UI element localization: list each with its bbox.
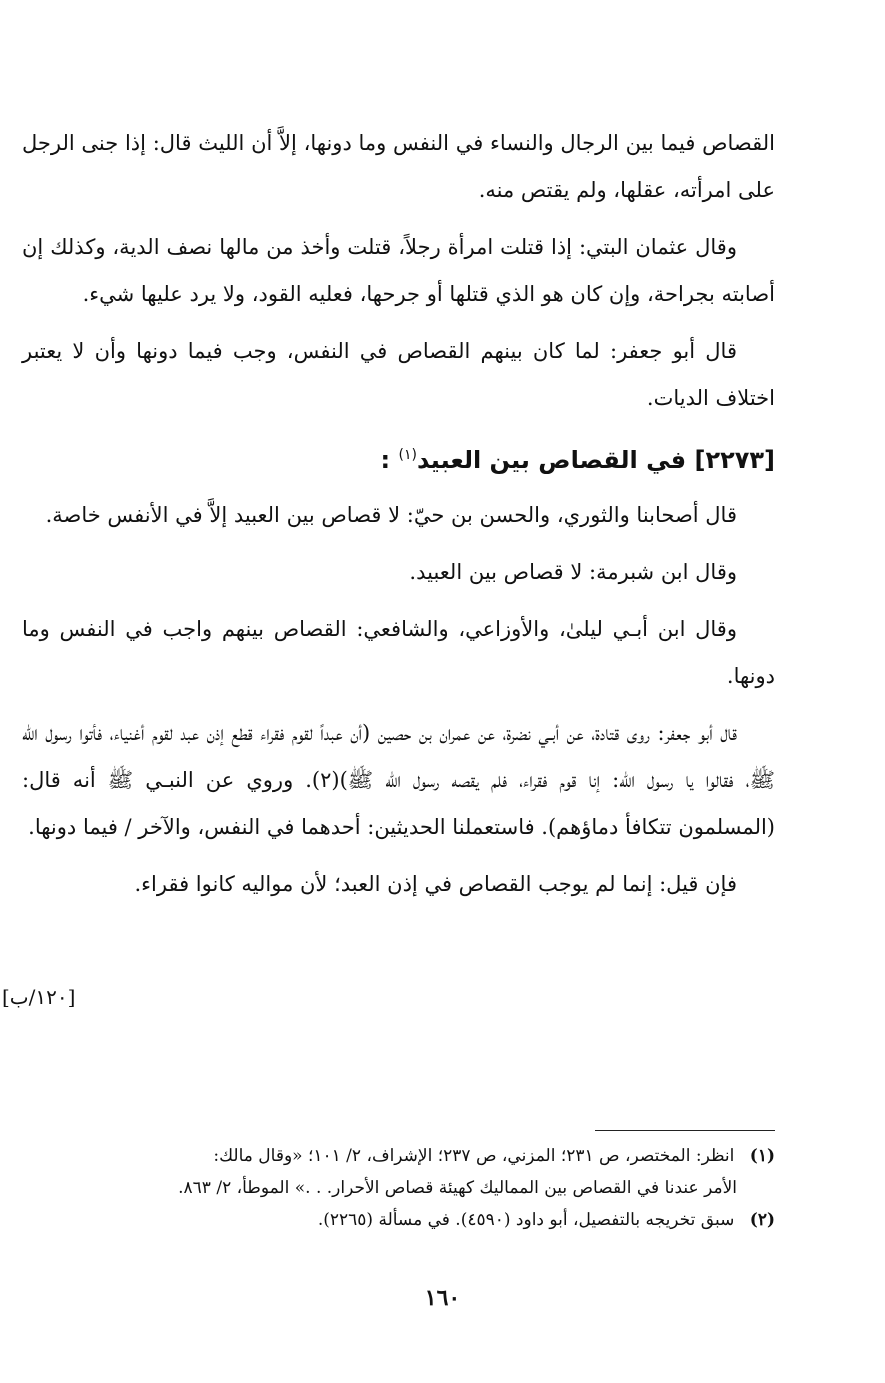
paragraph-2: وقال عثمان البتي: إذا قتلت امرأة رجلاً، قتلت وأخذ من مالها نصف الدية، وكذلك إن أصابته بجراحة، وإن كان هو الذي قتلها أو جرحها، فعليه القود، ولا يرد عليها شيء.	[22, 235, 775, 306]
footnote-ref-1[interactable]: (١)	[398, 447, 417, 463]
footnote-2-line-1: سبق تخريجه بالتفصيل، أبو داود (٤٥٩٠). في مسألة (٢٢٦٥).	[317, 1210, 735, 1230]
main-text	[22, 120, 775, 918]
footnotes	[22, 1140, 775, 1236]
paragraph-1: القصاص فيما بين الرجال والنساء في النفس وما دونها، إلاَّ أن الليث قال: إذا جنى الرجل على امرأته، عقلها، ولم يقتص منه.	[22, 131, 775, 202]
footnote-1-number: (١)	[749, 1146, 775, 1166]
paragraph-8: فإن قيل: إنما لم يوجب القصاص في إذن العبد؛ لأن مواليه كانوا فقراء.	[134, 872, 737, 896]
paragraph-6: وقال ابن أبـي ليلىٰ، والأوزاعي، والشافعي: القصاص بينهم واجب في النفس وما دونها.	[22, 617, 775, 688]
paragraph-3: قال أبو جعفر: لما كان بينهم القصاص في النفس، وجب فيما دونها وأن لا يعتبر اختلاف الديات.	[22, 339, 775, 410]
heading-colon: :	[380, 446, 391, 474]
paragraph-5: وقال ابن شبرمة: لا قصاص بين العبيد.	[409, 560, 737, 584]
paragraph-7: قال أبو جعفر: روى قتادة، عن أبـي نضرة، عن عمران بن حصين (أن عبداً لقوم فقراء قطع إذن عبد لقوم أغنياء، فأتوا رسول الله ﷺ، فقالوا يا رسول الله: إنا قوم فقراء، فلم يقصه رسول الله ﷺ)(٢). وروي عن النبـي ﷺ أنه قال: (المسلمون تتكافأ دماؤهم). فاستعملنا الحديثين: أحدهما في النفس، والآخر / فيما دونها.	[22, 721, 776, 839]
manuscript-folio-marker: [١٢٠/ب]	[2, 985, 76, 1009]
footnote-1	[22, 1140, 775, 1172]
section-number: [٢٢٧٣]	[694, 446, 775, 474]
footnote-2-number: (٢)	[749, 1210, 775, 1230]
footnote-2	[22, 1204, 775, 1236]
section-title: في القصاص بين العبيد	[416, 446, 687, 474]
footnote-1-line-1: انظر: المختصر، ص ٢٣١؛ المزني، ص ٢٣٧؛ الإشراف، ٢/ ١٠١؛ «وقال مالك:	[213, 1146, 735, 1166]
footnote-1-line-2: الأمر عندنا في القصاص بين المماليك كهيئة قصاص الأحرار. . .» الموطأ، ٢/ ٨٦٣.	[178, 1178, 737, 1198]
paragraph-4: قال أصحابنا والثوري، والحسن بن حيّ: لا قصاص بين العبيد إلاَّ في الأنفس خاصة.	[45, 503, 737, 527]
section-heading	[22, 432, 775, 484]
footnote-separator	[595, 1130, 775, 1131]
page-number: ١٦٠	[424, 1285, 461, 1311]
